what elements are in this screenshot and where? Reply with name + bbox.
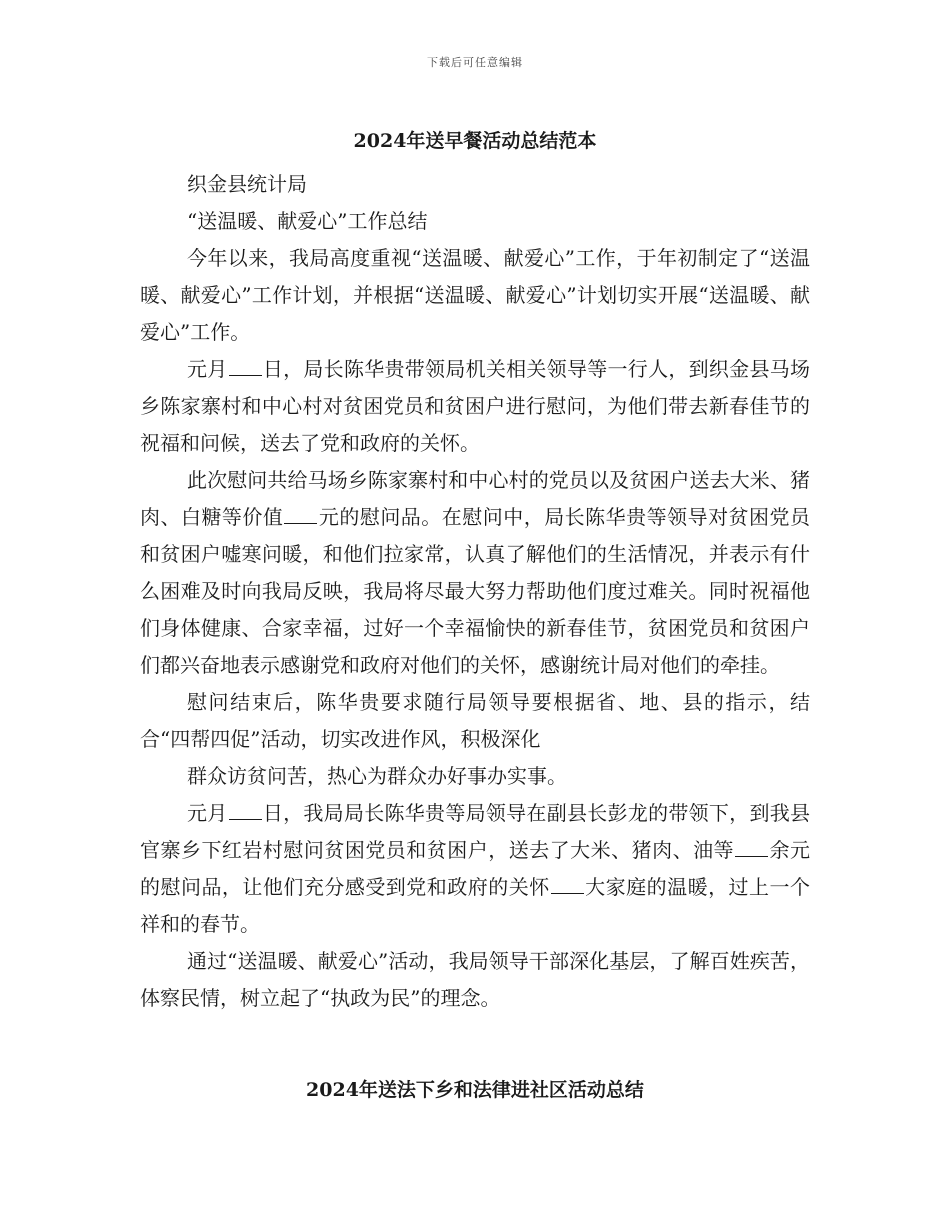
paragraph-7: 通过“送温暖、献爱心”活动，我局领导干部深化基层，了解百姓疾苦，体察民情，树立起了“执政为民”的理念。: [140, 949, 810, 1010]
paragraph-2-rest: 日，局长陈华贵带领局机关相关领导等一行人，到织金县马场乡陈家寨村和中心村对贫困党员和贫困户进行慰问，为他们带去新春佳节的祝福和问候，送去了党和政府的关怀。: [140, 357, 811, 455]
organization-line: 织金县统计局: [187, 172, 307, 196]
document-body: [140, 166, 810, 1017]
paragraph-3-rest: 元的慰问品。在慰问中，局长陈华贵等领导对贫困党员和贫困户嘘寒问暖，和他们拉家常，认真了解他们的生活情况，并表示有什么困难及时向我局反映，我局将尽最大努力帮助他们度过难关。同时祝福他们身体健康、合家幸福，过好一个幸福愉快的新春佳节，贫困党员和贫困户们都兴奋地表示感谢党和政府对他们的关怀，感谢统计局对他们的牵挂。: [140, 505, 811, 677]
paragraph-1: 今年以来，我局高度重视“送温暖、献爱心”工作，于年初制定了“送温暖、献爱心”工作计划，并根据“送温暖、献爱心”计划切实开展“送温暖、献爱心”工作。: [140, 246, 810, 344]
paragraph-3: [140, 462, 810, 684]
subtitle-line: “送温暖、献爱心”工作总结: [187, 209, 428, 233]
paragraph-6-part3: 余元的慰问品，让他们充分感受到党和政府的关怀: [140, 838, 811, 899]
paragraph-6-start: 元月: [187, 801, 228, 825]
paragraph-4: 慰问结束后，陈华贵要求随行局领导要根据省、地、县的指示，结合“四帮四促”活动，切实改进作风，积极深化: [140, 690, 810, 751]
next-document-title: 2024年送法下乡和法律进社区活动总结: [306, 1079, 644, 1101]
blank-underline: [735, 836, 768, 857]
paragraph-2-start: 元月: [187, 357, 228, 381]
paragraph-3-start: 此次慰问共给马场乡陈家寨村和中心村的党员以及贫困户送去大米、猪肉、白糖等价值: [140, 468, 810, 529]
document-title: 2024年送早餐活动总结范本: [353, 130, 597, 152]
paragraph-6-part4: 大家庭的温暖，过上一个祥和的春节。: [140, 875, 811, 936]
blank-underline: [284, 503, 317, 524]
page-header: 下载后可任意编辑: [427, 56, 523, 69]
paragraph-6: [140, 795, 810, 943]
paragraph-2: [140, 351, 810, 462]
blank-underline: [229, 799, 262, 820]
blank-underline: [229, 355, 262, 376]
blank-underline: [551, 873, 584, 894]
paragraph-5: 群众访贫问苦，热心为群众办好事办实事。: [187, 764, 567, 788]
paragraph-6-part2: 日，我局局长陈华贵等局领导在副县长彭龙的带领下，到我县官寨乡下红岩村慰问贫困党员和贫困户，送去了大米、猪肉、油等: [140, 801, 811, 862]
